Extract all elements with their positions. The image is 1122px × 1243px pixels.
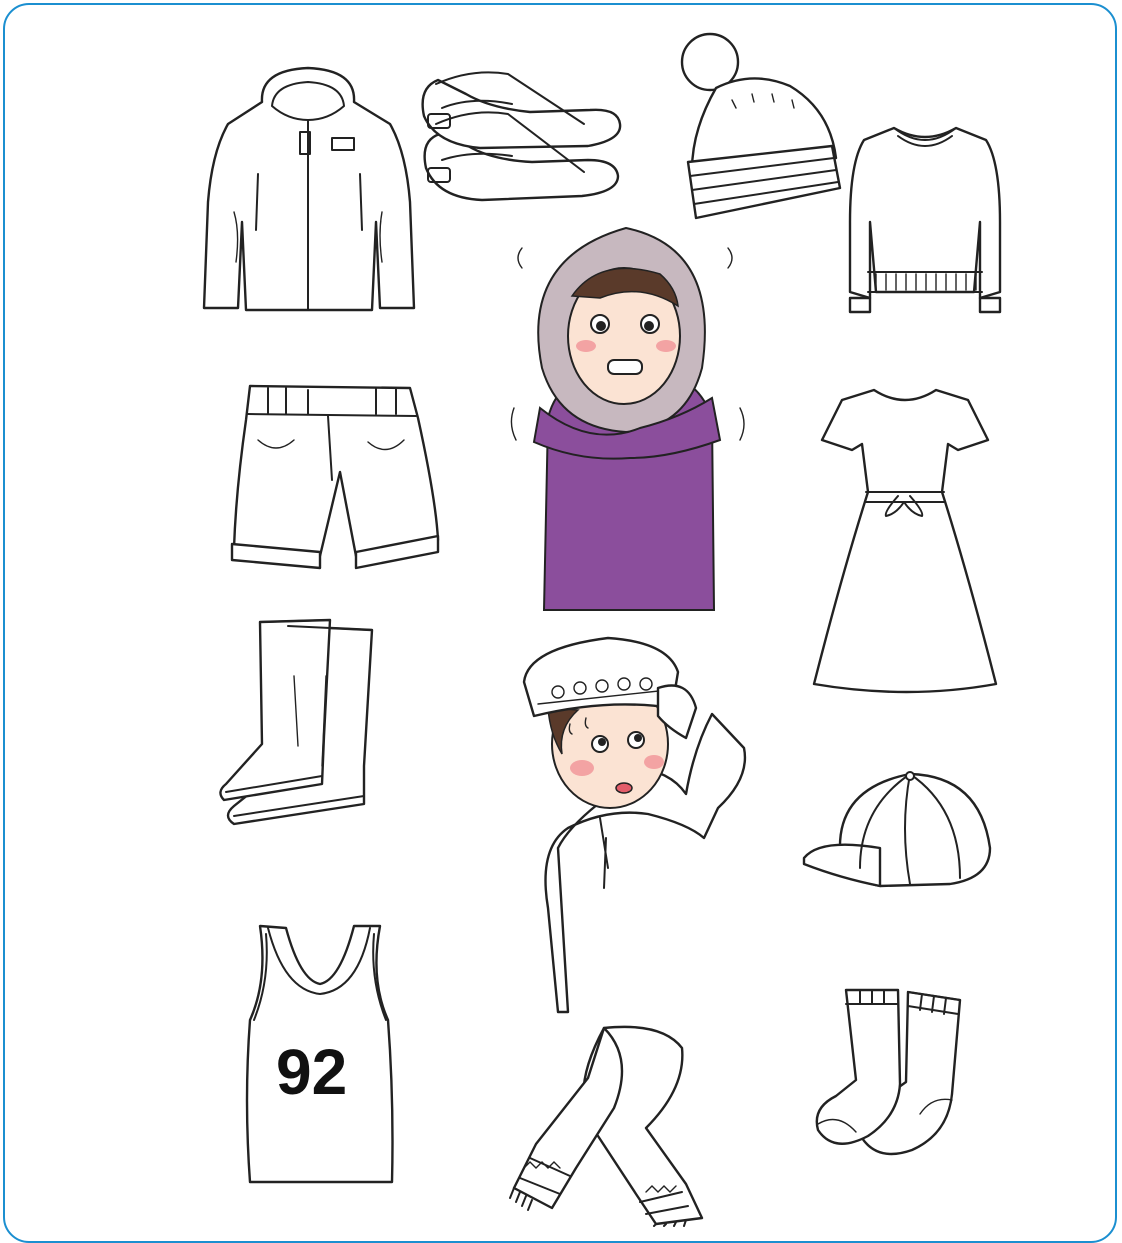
scarf-image bbox=[506, 1018, 712, 1226]
rain-boots-image bbox=[214, 616, 380, 830]
socks-image bbox=[808, 984, 968, 1164]
dress-image bbox=[808, 384, 1002, 694]
girl-shivering-cold-image bbox=[500, 218, 758, 610]
sandals-image bbox=[412, 64, 624, 212]
cap-image bbox=[800, 768, 994, 890]
sweater-image bbox=[846, 122, 1004, 318]
tank-top-number: 92 bbox=[276, 1036, 348, 1108]
tank-top-image bbox=[240, 920, 398, 1188]
shorts-image bbox=[228, 380, 440, 574]
jacket-image bbox=[200, 62, 416, 314]
boy-sweating-hot-image bbox=[518, 628, 762, 1012]
winter-hat-image bbox=[672, 30, 844, 222]
